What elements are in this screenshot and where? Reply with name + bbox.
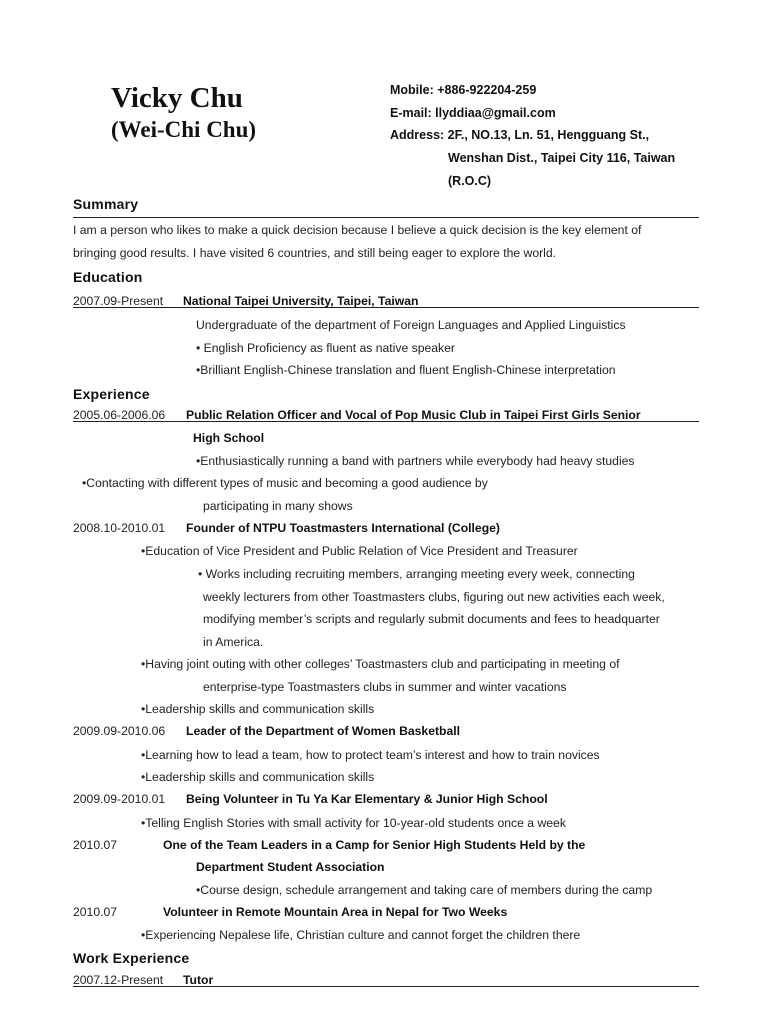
summary-divider (73, 217, 699, 218)
experience-date: 2009.09-2010.01 (73, 792, 166, 806)
resume-name: Vicky Chu (111, 82, 243, 114)
experience-detail: •Having joint outing with other colleges’ Toastmasters club and participating in meeting of (141, 657, 620, 671)
contact-address-line-2: Wenshan Dist., Taipei City 116, Taiwan (448, 151, 676, 165)
experience-title: Public Relation Officer and Vocal of Pop Music Club in Taipei First Girls Senior (186, 408, 641, 422)
education-title: National Taipei University, Taipei, Taiwan (183, 294, 419, 308)
experience-detail: • Works including recruiting members, arranging meeting every week, connecting (198, 567, 635, 581)
experience-detail: •Course design, schedule arrangement and taking care of members during the camp (196, 883, 653, 897)
experience-detail: •Leadership skills and communication skills (141, 702, 375, 716)
experience-title: Department Student Association (196, 860, 385, 874)
experience-detail: participating in many shows (203, 499, 353, 513)
education-detail: Undergraduate of the department of Foreign Languages and Applied Linguistics (196, 318, 626, 332)
experience-title: Leader of the Department of Women Basketball (186, 724, 461, 738)
experience-detail: •Education of Vice President and Public Relation of Vice President and Treasurer (141, 544, 578, 558)
experience-date: 2008.10-2010.01 (73, 521, 166, 535)
experience-detail: enterprise-type Toastmasters clubs in summer and winter vacations (203, 680, 567, 694)
work-divider (73, 986, 699, 987)
experience-detail: weekly lecturers from other Toastmasters clubs, figuring out new activities each week, (203, 590, 665, 604)
experience-detail: •Telling English Stories with small activity for 10-year-old students once a week (141, 816, 566, 830)
experience-detail: in America. (203, 635, 264, 649)
experience-title: Being Volunteer in Tu Ya Kar Elementary & Junior High School (186, 792, 548, 806)
experience-title: Volunteer in Remote Mountain Area in Nepal for Two Weeks (163, 905, 508, 919)
resume-alias: (Wei-Chi Chu) (111, 117, 257, 142)
education-heading: Education (73, 269, 143, 285)
experience-date: 2010.07 (73, 838, 118, 852)
experience-detail: •Leadership skills and communication skills (141, 770, 375, 784)
experience-detail: •Experiencing Nepalese life, Christian culture and cannot forget the children there (141, 928, 581, 942)
experience-date: 2010.07 (73, 905, 118, 919)
summary-text-line: I am a person who likes to make a quick decision because I believe a quick decision is the key element of (73, 223, 642, 237)
summary-heading: Summary (73, 196, 139, 212)
work-date: 2007.12-Present (73, 973, 164, 987)
contact-email: E-mail: llyddiaa@gmail.com (390, 106, 556, 120)
education-date: 2007.09-Present (73, 294, 164, 308)
experience-detail: •Contacting with different types of music and becoming a good audience by (82, 476, 488, 490)
experience-title: High School (193, 431, 265, 445)
experience-detail: •Enthusiastically running a band with partners while everybody had heavy studies (196, 454, 635, 468)
experience-detail: modifying member’s scripts and regularly submit documents and fees to headquarter (203, 612, 660, 626)
experience-date: 2009.09-2010.06 (73, 724, 166, 738)
education-detail: •Brilliant English-Chinese translation and fluent English-Chinese interpretation (196, 363, 616, 377)
work-title: Tutor (183, 973, 214, 987)
experience-title: Founder of NTPU Toastmasters International (College) (186, 521, 500, 535)
experience-title: One of the Team Leaders in a Camp for Senior High Students Held by the (163, 838, 586, 852)
contact-mobile: Mobile: +886-922204-259 (390, 83, 537, 97)
education-detail: • English Proficiency as fluent as native speaker (196, 341, 455, 355)
experience-detail: •Learning how to lead a team, how to protect team’s interest and how to train novices (141, 748, 600, 762)
contact-address-line-3: (R.O.C) (448, 174, 492, 188)
experience-date: 2005.06-2006.06 (73, 408, 166, 422)
summary-text-line: bringing good results. I have visited 6 countries, and still being eager to explore the world. (73, 246, 557, 260)
contact-address-line-1: Address: 2F., NO.13, Ln. 51, Hengguang St., (390, 128, 650, 142)
work-heading: Work Experience (73, 950, 190, 966)
experience-heading: Experience (73, 386, 150, 402)
